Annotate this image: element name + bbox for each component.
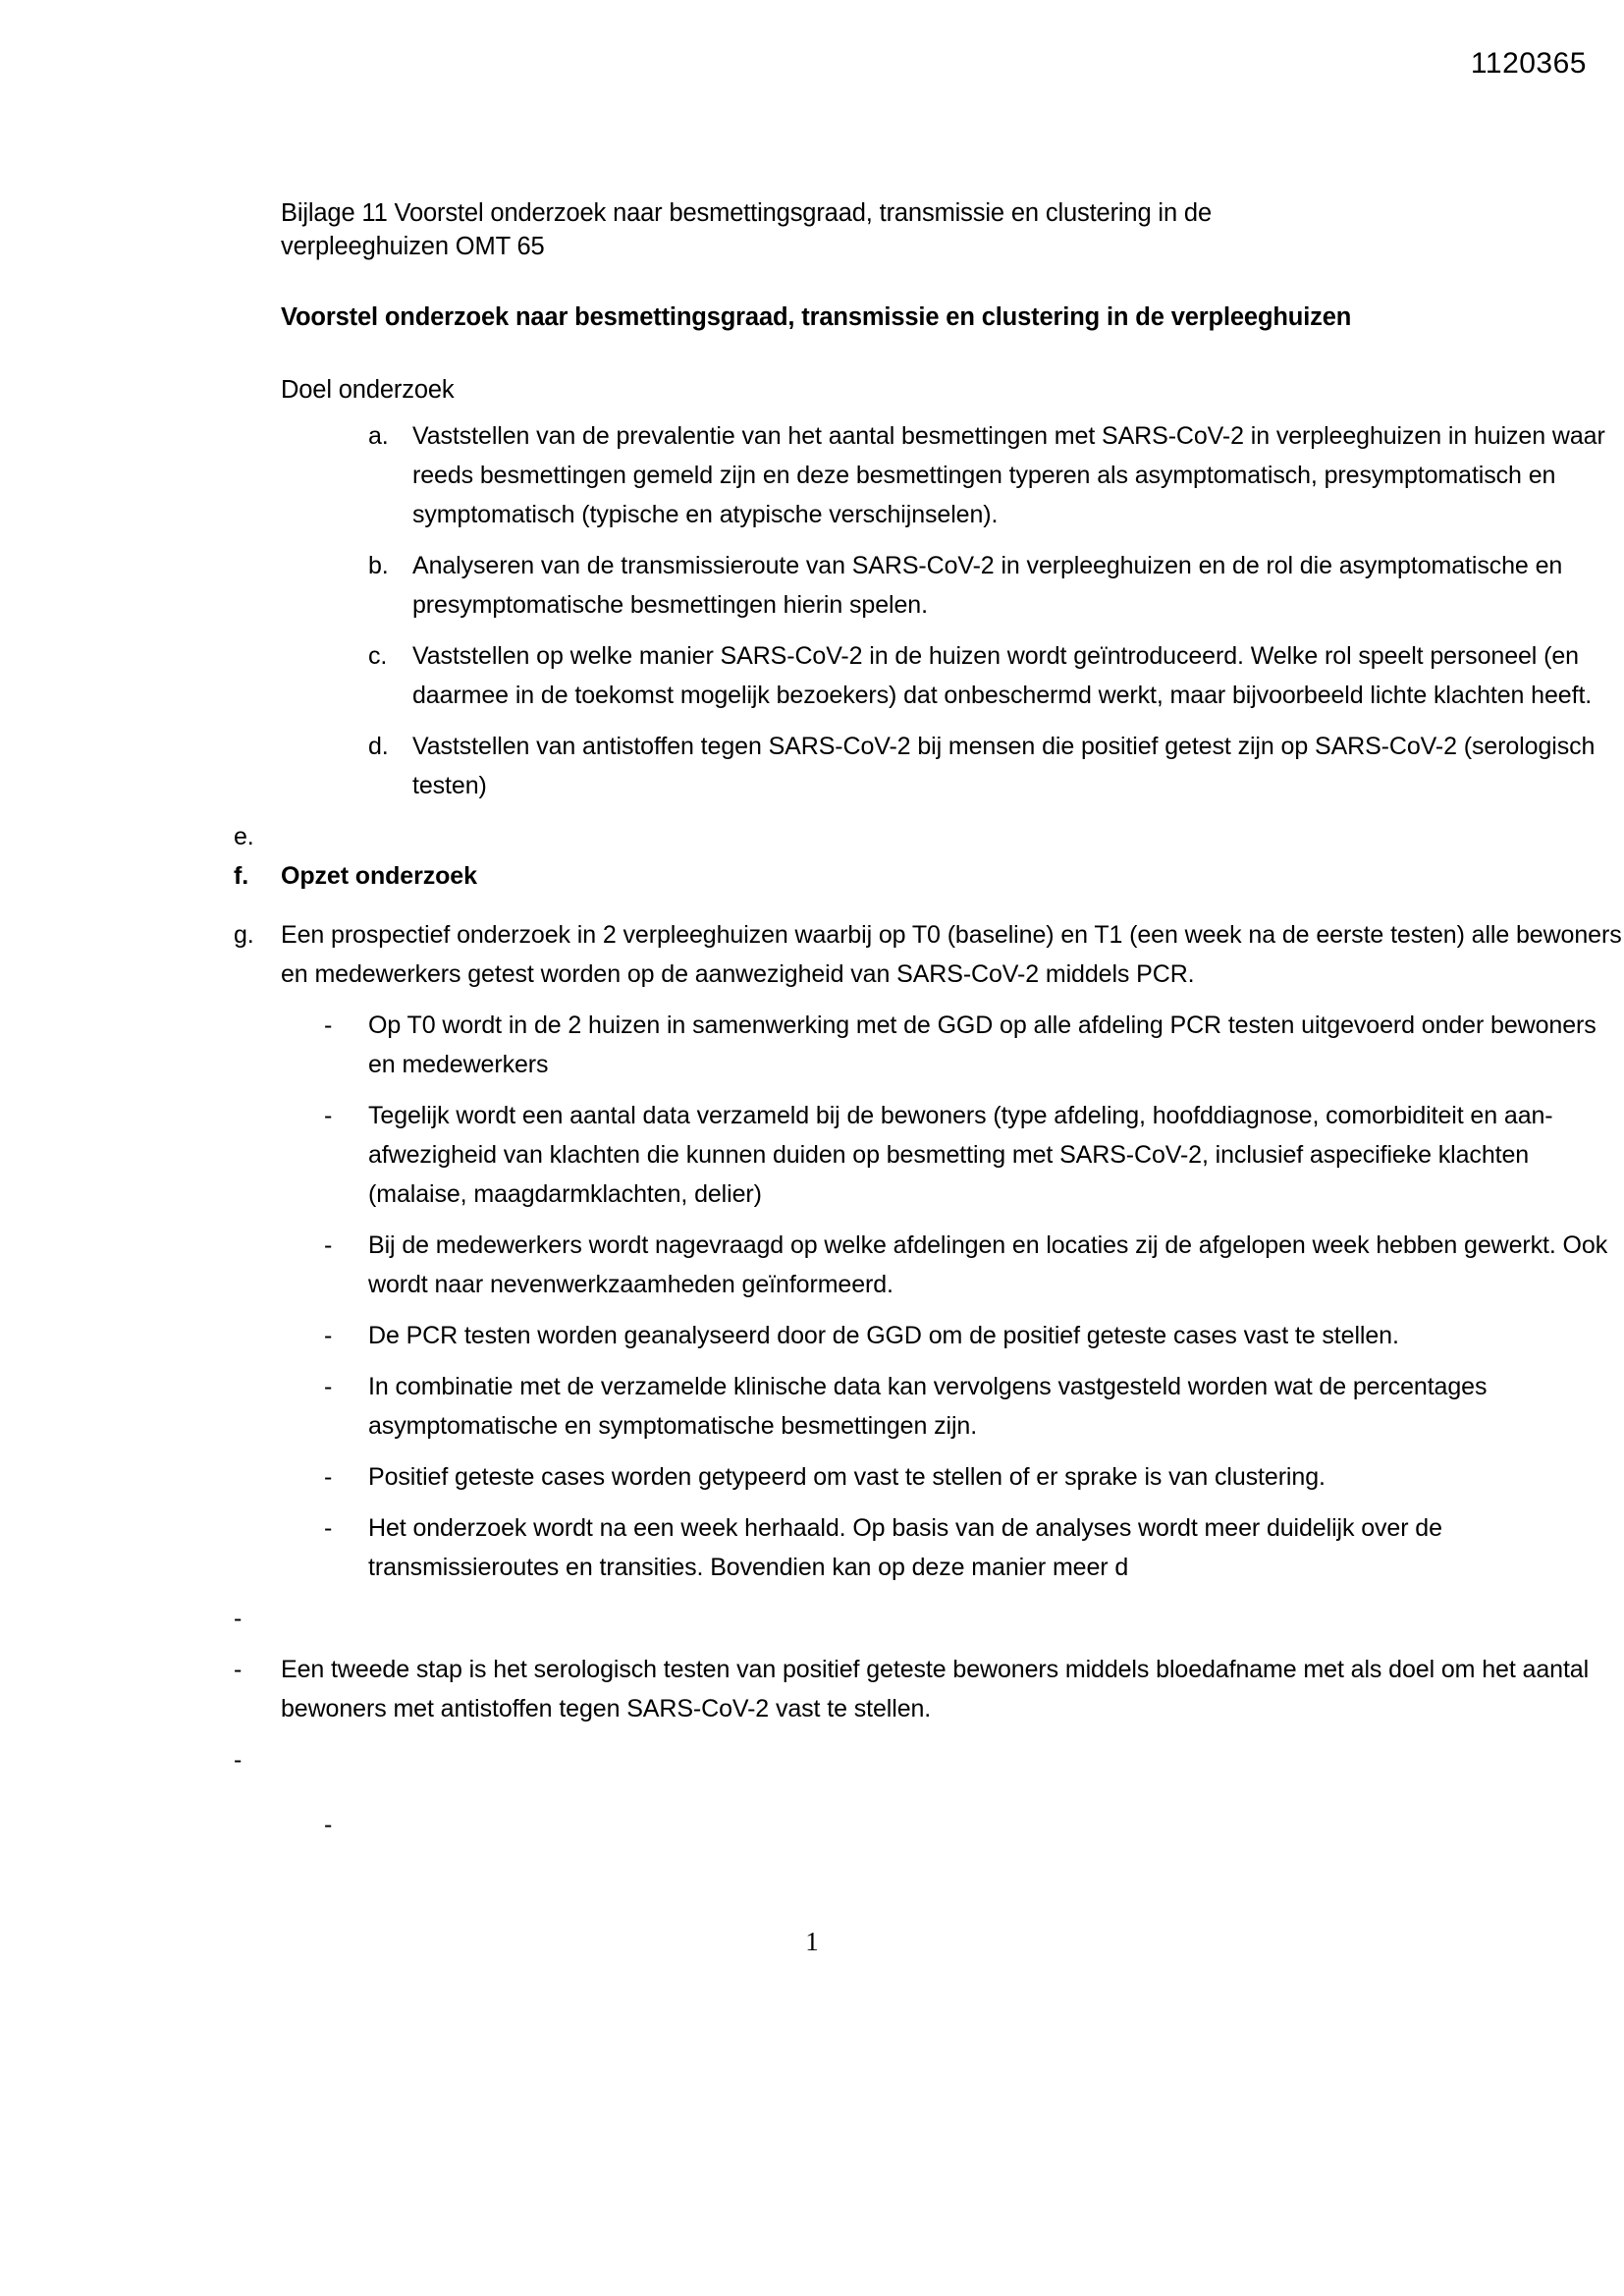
content-lists bbox=[0, 416, 1624, 1844]
document-intro-line: Bijlage 11 Voorstel onderzoek naar besmettingsgraad, transmissie en clustering in de verpleeghuizen OMT 65 bbox=[281, 199, 1212, 260]
list-item-text: Bij de medewerkers wordt nagevraagd op welke afdelingen en locaties zij de afgelopen week hebben gewerkt. Ook wordt naar nevenwerkzaamheden geïnformeerd. bbox=[368, 1231, 1608, 1298]
list-gap bbox=[0, 1304, 1624, 1316]
list-marker: - bbox=[234, 1605, 243, 1632]
list-gap bbox=[0, 1638, 1624, 1650]
list-item bbox=[0, 1226, 1624, 1304]
list-gap bbox=[0, 625, 1624, 636]
list-item-text: Tegelijk wordt een aantal data verzameld bij de bewoners (type afdeling, hoofddiagnose, comorbiditeit en aan- afwezigheid van klachten die kunnen duiden op besmetting met SARS-CoV-2, inclusief aspecifieke klachten (malaise, maagdarmklachten, delier) bbox=[368, 1102, 1553, 1208]
list-item bbox=[0, 1096, 1624, 1214]
list-marker: - bbox=[324, 1322, 333, 1349]
list-item bbox=[0, 1316, 1624, 1355]
list-marker: - bbox=[324, 1811, 333, 1838]
list-gap bbox=[0, 534, 1624, 546]
list-item-text: De PCR testen worden geanalyseerd door de GGD om de positief geteste cases vast te stellen. bbox=[368, 1322, 1399, 1349]
list-item bbox=[0, 416, 1624, 534]
list-item-empty bbox=[0, 817, 1624, 856]
list-marker: g. bbox=[234, 921, 254, 949]
list-marker: - bbox=[324, 1102, 333, 1129]
list-gap bbox=[0, 1084, 1624, 1096]
list-marker: - bbox=[324, 1514, 333, 1542]
list-item-text: Het onderzoek wordt na een week herhaald. Op basis van de analyses wordt meer duidelijk over de transmissieroutes en transities. Bovendien kan op deze manier meer d bbox=[368, 1514, 1442, 1581]
list-item-text: Op T0 wordt in de 2 huizen in samenwerking met de GGD op alle afdeling PCR testen uitgevoerd onder bewoners en medewerkers bbox=[368, 1011, 1597, 1078]
list-item bbox=[0, 1006, 1624, 1084]
list-marker: - bbox=[234, 1746, 243, 1774]
list-marker: c. bbox=[368, 642, 388, 670]
list-item-text: Een tweede stap is het serologisch testen van positief geteste bewoners middels bloedafname met als doel om het aantal bewoners met antistoffen tegen SARS-CoV-2 vast te stellen. bbox=[281, 1656, 1590, 1722]
list-item bbox=[0, 1367, 1624, 1446]
list-item-empty bbox=[0, 1740, 1624, 1779]
list-item bbox=[0, 727, 1624, 805]
document-stamp-number: 1120365 bbox=[1470, 47, 1587, 80]
list-item-text: Positief geteste cases worden getypeerd om vast te stellen of er sprake is van clustering. bbox=[368, 1463, 1326, 1491]
list-gap bbox=[0, 896, 1624, 915]
list-gap bbox=[0, 1355, 1624, 1367]
list-marker: a. bbox=[368, 422, 389, 450]
list-item-text: Vaststellen van antistoffen tegen SARS-CoV-2 bij mensen die positief getest zijn op SARS-CoV-2 (serologisch testen) bbox=[412, 733, 1596, 799]
list-marker: - bbox=[234, 1656, 243, 1683]
list-item-text: Vaststellen op welke manier SARS-CoV-2 in de huizen wordt geïntroduceerd. Welke rol speelt personeel (en daarmee in de toekomst mogelijk bezoekers) dat onbeschermd werkt, maar bijvoorbeeld lichte klachten heeft. bbox=[412, 642, 1593, 709]
list-item bbox=[0, 915, 1624, 994]
list-marker: d. bbox=[368, 733, 389, 760]
list-marker: - bbox=[324, 1011, 333, 1039]
list-marker: - bbox=[324, 1463, 333, 1491]
list-gap bbox=[0, 1446, 1624, 1457]
list-item-text: Opzet onderzoek bbox=[281, 862, 477, 890]
list-gap bbox=[0, 805, 1624, 817]
list-gap bbox=[0, 1497, 1624, 1508]
list-item bbox=[0, 856, 1624, 896]
list-gap bbox=[0, 1779, 1624, 1805]
list-marker: - bbox=[324, 1373, 333, 1400]
list-item bbox=[0, 1650, 1624, 1728]
list-marker: b. bbox=[368, 552, 389, 579]
list-marker: e. bbox=[234, 823, 254, 850]
list-item-text: In combinatie met de verzamelde klinische data kan vervolgens vastgesteld worden wat de percentages asymptomatische en symptomatische besmettingen zijn. bbox=[368, 1373, 1488, 1440]
page-title: Voorstel onderzoek naar besmettingsgraad, transmissie en clustering in de verpleeghuizen bbox=[281, 303, 1352, 331]
list-marker: f. bbox=[234, 862, 249, 890]
list-gap bbox=[0, 1214, 1624, 1226]
list-gap bbox=[0, 715, 1624, 727]
section-label-doel-onderzoek: Doel onderzoek bbox=[281, 376, 455, 404]
list-item bbox=[0, 1457, 1624, 1497]
list-item-text: Vaststellen van de prevalentie van het aantal besmettingen met SARS-CoV-2 in verpleeghuizen in huizen waar reeds besmettingen gemeld zijn en deze besmettingen typeren als asymptomatisch, presymptomatisch en symptomatisch (typische en atypische verschijnselen). bbox=[412, 422, 1605, 528]
list-item-empty bbox=[0, 1599, 1624, 1638]
list-gap bbox=[0, 1587, 1624, 1599]
list-gap bbox=[0, 994, 1624, 1006]
list-item bbox=[0, 636, 1624, 715]
list-item-text: Analyseren van de transmissieroute van SARS-CoV-2 in verpleeghuizen en de rol die asymptomatische en presymptomatische besmettingen hierin spelen. bbox=[412, 552, 1563, 619]
page-number: 1 bbox=[805, 1927, 819, 1956]
list-marker: - bbox=[324, 1231, 333, 1259]
list-item-text: Een prospectief onderzoek in 2 verpleeghuizen waarbij op T0 (baseline) en T1 (een week na de eerste testen) alle bewoners en medewerkers getest worden op de aanwezigheid van SARS-CoV-2 middels PCR. bbox=[281, 921, 1622, 988]
list-gap bbox=[0, 1728, 1624, 1740]
list-item-empty bbox=[0, 1805, 1624, 1844]
list-item bbox=[0, 546, 1624, 625]
list-item bbox=[0, 1508, 1624, 1587]
